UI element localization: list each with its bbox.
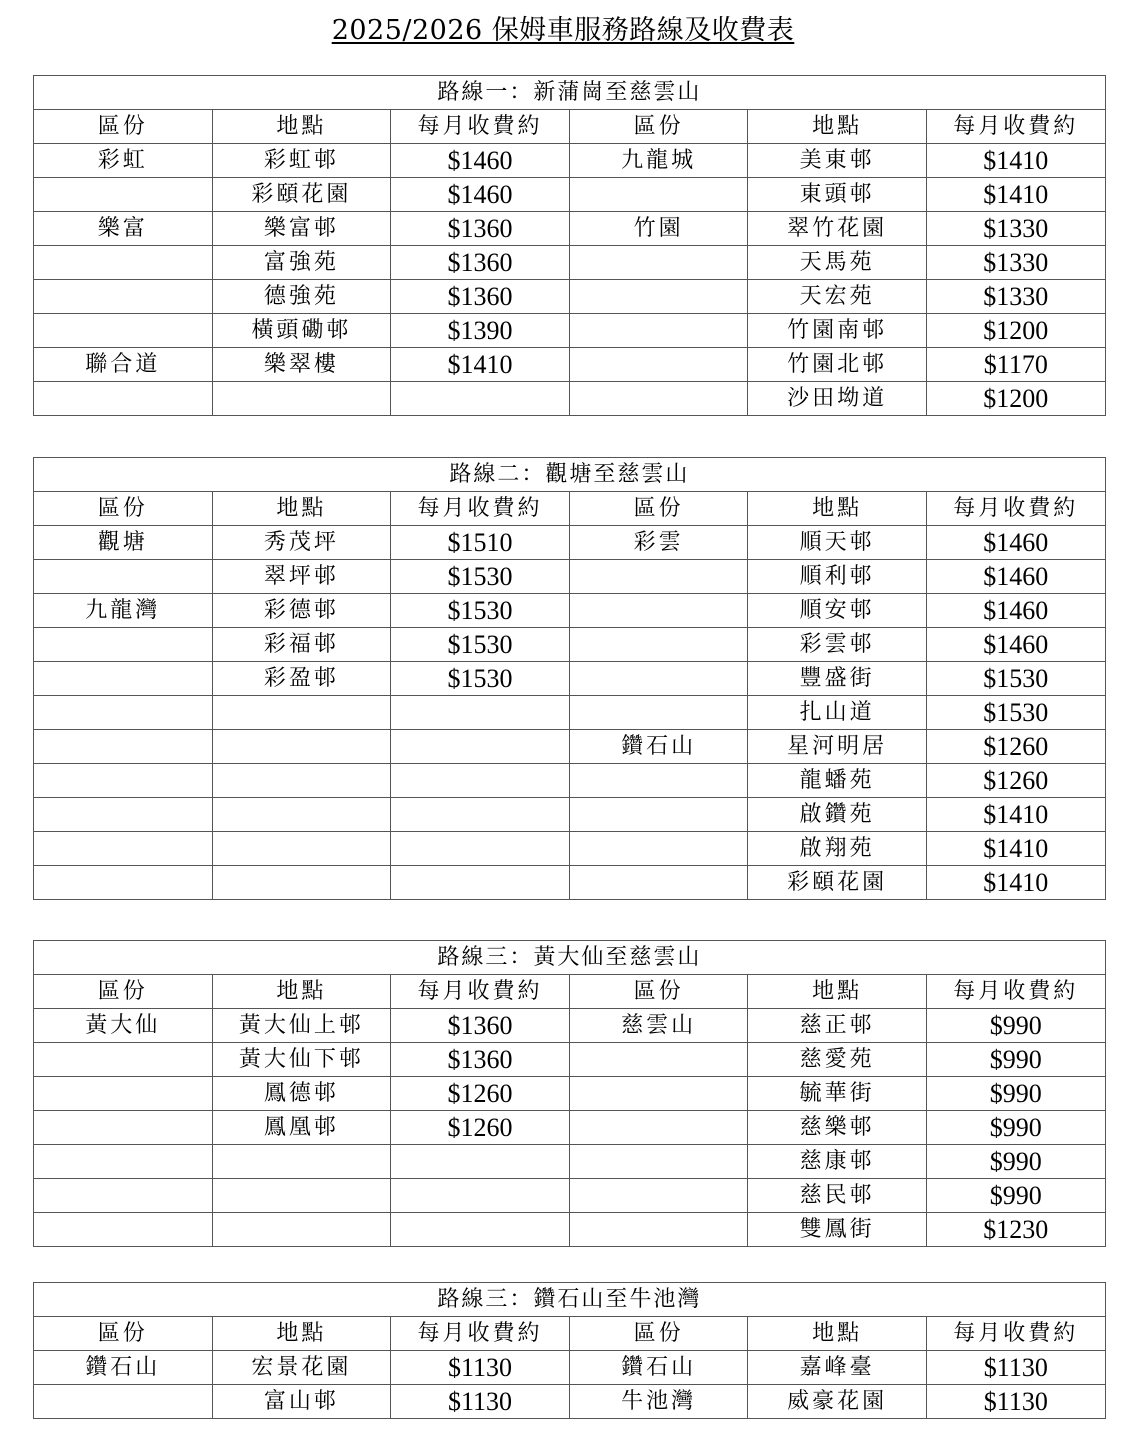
location-cell	[212, 1179, 391, 1213]
location-cell: 彩雲邨	[748, 628, 927, 662]
district-cell	[569, 1077, 748, 1111]
district-cell: 鑽石山	[569, 730, 748, 764]
route-title-row	[34, 76, 1106, 110]
location-cell	[212, 764, 391, 798]
district-cell	[34, 1179, 213, 1213]
location-cell: 彩福邨	[212, 628, 391, 662]
location-cell: 翠坪邨	[212, 560, 391, 594]
location-cell: 鳳德邨	[212, 1077, 391, 1111]
monthly-fee-cell	[391, 866, 570, 900]
location-cell: 樂翠樓	[212, 348, 391, 382]
district-cell: 彩虹	[34, 144, 213, 178]
monthly-fee-cell: $1460	[391, 178, 570, 212]
monthly-fee-cell: $1360	[391, 246, 570, 280]
monthly-fee-cell: $1390	[391, 314, 570, 348]
location-cell: 富山邨	[212, 1385, 391, 1419]
location-cell: 啟翔苑	[748, 832, 927, 866]
document-title: 2025/2026 保姆車服務路線及收費表	[331, 15, 795, 46]
district-cell: 黃大仙	[34, 1009, 213, 1043]
monthly-fee-cell: $1200	[926, 314, 1105, 348]
location-cell: 彩頤花園	[212, 178, 391, 212]
district-cell	[34, 280, 213, 314]
column-header-location: 地點	[212, 975, 391, 1009]
district-cell: 聯合道	[34, 348, 213, 382]
column-header-location: 地點	[748, 492, 927, 526]
district-cell	[569, 1145, 748, 1179]
table-row	[34, 866, 1106, 900]
column-header-monthly-fee: 每月收費約	[926, 975, 1105, 1009]
district-cell	[569, 798, 748, 832]
monthly-fee-cell: $1360	[391, 1009, 570, 1043]
monthly-fee-cell	[391, 798, 570, 832]
table-row	[34, 144, 1106, 178]
monthly-fee-cell: $1130	[391, 1351, 570, 1385]
location-cell: 秀茂坪	[212, 526, 391, 560]
location-cell: 橫頭磡邨	[212, 314, 391, 348]
column-header-monthly-fee: 每月收費約	[926, 492, 1105, 526]
monthly-fee-cell: $990	[926, 1145, 1105, 1179]
district-cell	[34, 798, 213, 832]
table-row	[34, 280, 1106, 314]
monthly-fee-cell: $1130	[926, 1385, 1105, 1419]
location-cell	[212, 866, 391, 900]
location-cell: 毓華街	[748, 1077, 927, 1111]
district-cell: 九龍城	[569, 144, 748, 178]
table-row	[34, 212, 1106, 246]
column-header-location: 地點	[748, 1317, 927, 1351]
table-row	[34, 1179, 1106, 1213]
district-cell	[569, 1179, 748, 1213]
location-cell: 威豪花園	[748, 1385, 927, 1419]
header-row	[34, 492, 1106, 526]
district-cell	[569, 314, 748, 348]
table-row	[34, 382, 1106, 416]
table-row	[34, 1009, 1106, 1043]
location-cell: 天宏苑	[748, 280, 927, 314]
monthly-fee-cell: $1200	[926, 382, 1105, 416]
monthly-fee-cell: $1360	[391, 1043, 570, 1077]
monthly-fee-cell	[391, 1179, 570, 1213]
monthly-fee-cell: $1260	[926, 764, 1105, 798]
monthly-fee-cell: $1330	[926, 212, 1105, 246]
location-cell: 雙鳳街	[748, 1213, 927, 1247]
monthly-fee-cell: $1130	[926, 1351, 1105, 1385]
district-cell: 觀塘	[34, 526, 213, 560]
table-row	[34, 832, 1106, 866]
district-cell	[569, 1043, 748, 1077]
monthly-fee-cell: $1530	[926, 662, 1105, 696]
monthly-fee-cell: $990	[926, 1179, 1105, 1213]
monthly-fee-cell: $990	[926, 1111, 1105, 1145]
route-title-row	[34, 458, 1106, 492]
district-cell	[34, 1145, 213, 1179]
district-cell	[34, 1043, 213, 1077]
monthly-fee-cell: $1410	[926, 798, 1105, 832]
district-cell	[34, 730, 213, 764]
monthly-fee-cell: $1460	[926, 628, 1105, 662]
table-row	[34, 764, 1106, 798]
route-4-table	[33, 1282, 1106, 1419]
district-cell	[34, 832, 213, 866]
header-row	[34, 1317, 1106, 1351]
district-cell: 鑽石山	[34, 1351, 213, 1385]
route-3-table	[33, 940, 1106, 1247]
column-header-location: 地點	[748, 110, 927, 144]
column-header-district: 區份	[34, 110, 213, 144]
monthly-fee-cell: $1530	[391, 628, 570, 662]
column-header-location: 地點	[212, 492, 391, 526]
monthly-fee-cell: $1410	[391, 348, 570, 382]
district-cell	[569, 696, 748, 730]
location-cell: 豐盛街	[748, 662, 927, 696]
header-row	[34, 110, 1106, 144]
column-header-location: 地點	[748, 975, 927, 1009]
district-cell	[34, 764, 213, 798]
location-cell	[212, 1145, 391, 1179]
monthly-fee-cell: $1530	[391, 594, 570, 628]
column-header-monthly-fee: 每月收費約	[391, 110, 570, 144]
district-cell	[569, 560, 748, 594]
location-cell: 天馬苑	[748, 246, 927, 280]
monthly-fee-cell: $1460	[926, 560, 1105, 594]
district-cell	[34, 246, 213, 280]
monthly-fee-cell: $1130	[391, 1385, 570, 1419]
table-row	[34, 1385, 1106, 1419]
location-cell: 黃大仙上邨	[212, 1009, 391, 1043]
district-cell: 竹園	[569, 212, 748, 246]
location-cell: 扎山道	[748, 696, 927, 730]
route-title-row	[34, 1283, 1106, 1317]
monthly-fee-cell: $1260	[926, 730, 1105, 764]
district-cell	[569, 866, 748, 900]
district-cell	[34, 662, 213, 696]
table-row	[34, 560, 1106, 594]
location-cell: 彩盈邨	[212, 662, 391, 696]
district-cell: 九龍灣	[34, 594, 213, 628]
table-row	[34, 594, 1106, 628]
location-cell: 富強苑	[212, 246, 391, 280]
route-2-table	[33, 457, 1106, 900]
location-cell: 啟鑽苑	[748, 798, 927, 832]
monthly-fee-cell: $1530	[926, 696, 1105, 730]
monthly-fee-cell: $1410	[926, 178, 1105, 212]
district-cell	[34, 382, 213, 416]
location-cell: 翠竹花園	[748, 212, 927, 246]
district-cell	[569, 246, 748, 280]
district-cell: 牛池灣	[569, 1385, 748, 1419]
column-header-district: 區份	[34, 492, 213, 526]
location-cell: 東頭邨	[748, 178, 927, 212]
table-row	[34, 178, 1106, 212]
district-cell: 慈雲山	[569, 1009, 748, 1043]
district-cell	[569, 662, 748, 696]
location-cell: 龍蟠苑	[748, 764, 927, 798]
table-row	[34, 730, 1106, 764]
monthly-fee-cell: $1460	[926, 594, 1105, 628]
route-title-row	[34, 941, 1106, 975]
location-cell: 鳳凰邨	[212, 1111, 391, 1145]
monthly-fee-cell: $1170	[926, 348, 1105, 382]
column-header-location: 地點	[212, 110, 391, 144]
column-header-monthly-fee: 每月收費約	[391, 1317, 570, 1351]
route-title: 路線二：觀塘至慈雲山	[34, 458, 1106, 492]
table-row	[34, 696, 1106, 730]
monthly-fee-cell: $990	[926, 1009, 1105, 1043]
district-cell	[569, 178, 748, 212]
monthly-fee-cell: $1530	[391, 662, 570, 696]
location-cell: 順利邨	[748, 560, 927, 594]
district-cell	[569, 348, 748, 382]
location-cell: 慈民邨	[748, 1179, 927, 1213]
table-row	[34, 246, 1106, 280]
location-cell	[212, 382, 391, 416]
monthly-fee-cell	[391, 764, 570, 798]
monthly-fee-cell: $1360	[391, 280, 570, 314]
district-cell	[34, 178, 213, 212]
table-row	[34, 1111, 1106, 1145]
monthly-fee-cell: $1460	[926, 526, 1105, 560]
route-title: 路線三：黃大仙至慈雲山	[34, 941, 1106, 975]
location-cell	[212, 798, 391, 832]
column-header-district: 區份	[569, 110, 748, 144]
district-cell	[569, 382, 748, 416]
monthly-fee-cell: $1410	[926, 832, 1105, 866]
table-row	[34, 314, 1106, 348]
district-cell	[34, 1111, 213, 1145]
monthly-fee-cell: $1410	[926, 144, 1105, 178]
district-cell	[569, 280, 748, 314]
district-cell	[34, 314, 213, 348]
district-cell	[569, 628, 748, 662]
table-row	[34, 1077, 1106, 1111]
monthly-fee-cell: $1230	[926, 1213, 1105, 1247]
table-row	[34, 798, 1106, 832]
location-cell: 慈愛苑	[748, 1043, 927, 1077]
location-cell: 樂富邨	[212, 212, 391, 246]
table-row	[34, 526, 1106, 560]
district-cell	[569, 832, 748, 866]
location-cell: 彩頤花園	[748, 866, 927, 900]
location-cell: 慈樂邨	[748, 1111, 927, 1145]
location-cell: 彩德邨	[212, 594, 391, 628]
monthly-fee-cell	[391, 696, 570, 730]
district-cell	[34, 1077, 213, 1111]
district-cell: 樂富	[34, 212, 213, 246]
district-cell	[34, 866, 213, 900]
location-cell: 竹園北邨	[748, 348, 927, 382]
table-row	[34, 1043, 1106, 1077]
monthly-fee-cell: $1510	[391, 526, 570, 560]
column-header-monthly-fee: 每月收費約	[391, 975, 570, 1009]
district-cell	[569, 594, 748, 628]
monthly-fee-cell: $1410	[926, 866, 1105, 900]
column-header-monthly-fee: 每月收費約	[391, 492, 570, 526]
route-title: 路線一：新蒲崗至慈雲山	[34, 76, 1106, 110]
location-cell: 沙田坳道	[748, 382, 927, 416]
monthly-fee-cell: $1530	[391, 560, 570, 594]
column-header-district: 區份	[569, 975, 748, 1009]
monthly-fee-cell: $1360	[391, 212, 570, 246]
table-row	[34, 628, 1106, 662]
location-cell	[212, 696, 391, 730]
column-header-monthly-fee: 每月收費約	[926, 110, 1105, 144]
monthly-fee-cell: $1260	[391, 1111, 570, 1145]
route-title: 路線三：鑽石山至牛池灣	[34, 1283, 1106, 1317]
monthly-fee-cell	[391, 832, 570, 866]
location-cell: 美東邨	[748, 144, 927, 178]
table-row	[34, 1351, 1106, 1385]
table-row	[34, 348, 1106, 382]
location-cell: 慈正邨	[748, 1009, 927, 1043]
column-header-monthly-fee: 每月收費約	[926, 1317, 1105, 1351]
location-cell	[212, 730, 391, 764]
district-cell	[569, 1111, 748, 1145]
location-cell: 嘉峰臺	[748, 1351, 927, 1385]
monthly-fee-cell	[391, 1145, 570, 1179]
monthly-fee-cell	[391, 1213, 570, 1247]
monthly-fee-cell: $1260	[391, 1077, 570, 1111]
location-cell: 黃大仙下邨	[212, 1043, 391, 1077]
district-cell	[34, 628, 213, 662]
header-row	[34, 975, 1106, 1009]
district-cell: 彩雲	[569, 526, 748, 560]
location-cell: 彩虹邨	[212, 144, 391, 178]
column-header-district: 區份	[569, 1317, 748, 1351]
district-cell	[569, 1213, 748, 1247]
table-row	[34, 1213, 1106, 1247]
location-cell: 星河明居	[748, 730, 927, 764]
monthly-fee-cell	[391, 382, 570, 416]
district-cell	[34, 1213, 213, 1247]
location-cell: 順安邨	[748, 594, 927, 628]
monthly-fee-cell: $990	[926, 1077, 1105, 1111]
table-row	[34, 662, 1106, 696]
location-cell: 順天邨	[748, 526, 927, 560]
district-cell	[34, 1385, 213, 1419]
location-cell: 竹園南邨	[748, 314, 927, 348]
district-cell	[569, 764, 748, 798]
district-cell	[34, 560, 213, 594]
monthly-fee-cell: $1330	[926, 280, 1105, 314]
table-row	[34, 1145, 1106, 1179]
district-cell	[34, 696, 213, 730]
district-cell: 鑽石山	[569, 1351, 748, 1385]
location-cell	[212, 832, 391, 866]
column-header-district: 區份	[34, 975, 213, 1009]
location-cell: 慈康邨	[748, 1145, 927, 1179]
route-1-table	[33, 75, 1106, 416]
column-header-location: 地點	[212, 1317, 391, 1351]
monthly-fee-cell: $1460	[391, 144, 570, 178]
column-header-district: 區份	[34, 1317, 213, 1351]
location-cell	[212, 1213, 391, 1247]
location-cell: 宏景花園	[212, 1351, 391, 1385]
monthly-fee-cell: $990	[926, 1043, 1105, 1077]
monthly-fee-cell	[391, 730, 570, 764]
location-cell: 德強苑	[212, 280, 391, 314]
column-header-district: 區份	[569, 492, 748, 526]
monthly-fee-cell: $1330	[926, 246, 1105, 280]
